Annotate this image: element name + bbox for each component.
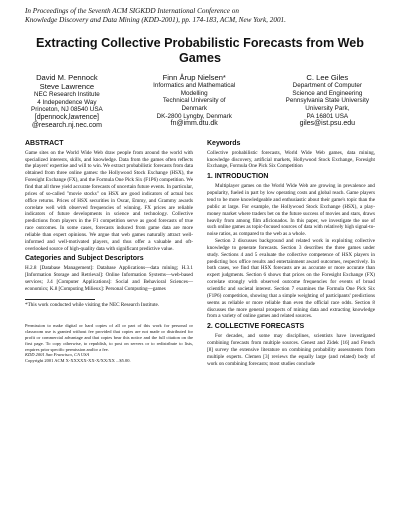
section2-paragraph-1: For decades, and some may disciplines, scientists have investigated combining forecasts from multiple sources. Genest and Zidek [16] and French [8] survey the extensive literature on combining probability assessments from multiple experts. Clemen [3] reviews the equally large (and related) body of work on combining forecasts; most studies conclude [207,333,375,367]
footnote-text: *This work conducted while visiting the NEC Research Institute. [25,301,160,308]
two-column-body [25,137,375,368]
author-name: Finn Årup Nielsen* [162,73,226,83]
author-name: David M. Pennock [36,73,98,83]
author-3 [286,73,369,131]
author-affiliation: Informatics and Mathematical [153,82,236,90]
author-affiliation: Technical University of [162,97,226,105]
author-affiliation: Department of Computer [292,82,362,90]
author-affiliation: Pennsylvania State University [285,97,369,105]
author-email: fn@imm.dtu.dk [170,120,218,128]
author-1 [31,73,103,131]
author-affiliation: 4 Independence Way [37,98,97,106]
paper-title [25,36,375,66]
permission-block [25,323,193,364]
venue-text: KDD 2001 San Francisco, CA USA [25,352,90,358]
author-email: giles@ist.psu.edu [299,120,355,128]
author-2 [153,73,235,131]
footnote-rule [25,299,95,300]
abstract-text: Game sites on the World Wide Web draw people from around the world with specialized interests, skills, and knowledge. Data from the games often reflects the players' expertise and will to win. We extract probabilistic forecasts from data obtained from three online games: the Hollywood Stock Exchange (HSX), the Foresight Exchange (FX), and the Formula One Pick Six (F1P6) competition. We find that all three yield accurate forecasts of uncertain future events. In particular, prices of so-called "movie stocks" on HSX are good indicators of actual box office returns. Prices of HSX securities in Oscar, Emmy, and Grammy awards correlate well with observed frequencies of winning. FX prices are reliable indicators of future developments in science and technology. Collective predictions from players in the F1 competition serve as good forecasts of true race outcomes. In some cases, forecasts induced from game data are more reliable than expert opinions. We argue that web games naturally attract well-informed and well-motivated players, and thus offer a valuable and oft-overlooked source of high-quality data with significant predictive value. [25,149,193,252]
keywords-heading: Keywords [207,139,241,147]
author-affiliation: PA 16801 USA [306,112,349,120]
intro-heading: 1. INTRODUCTION [207,173,269,181]
intro-paragraph-1: Multiplayer games on the World Wide Web are growing in prevalence and popularity, fueled in part by low operating costs and global reach. Game players tend to be more knowledgeable and enthusiastic about their game's topic than the public at large. For example, the Hollywood Stock Exchange (HSX), a play-money market where traders bet on the future success of movies and stars, draws heavily from among film aficionados. In this paper, we investigate the use of such online games as topic-focused sources of data with relatively high signal-to-noise ratios, as compared to the web as a whole. [207,183,375,238]
author-affiliation: NEC Research Institute [33,91,100,99]
author-affiliation: Modelling [180,89,208,97]
author-name: C. Lee Giles [306,73,349,83]
left-column [25,137,193,368]
author-email: [dpennock,lawrence] [34,113,99,121]
author-affiliation: Science and Engineering [292,89,363,97]
title-line-1: Extracting Collective Probabilistic Forecasts from Web [36,36,364,51]
header-line-2: Knowledge Discovery and Data Mining (KDD-2001), pp. 174-183, ACM, New York, 2001. [25,15,286,24]
author-email: @research.nj.nec.com [31,122,102,130]
author-affiliation: Denmark [181,104,207,112]
categories-text: H.2.8 [Database Management]: Database Applications—data mining; H.3.1 [Information Storage and Retrieval]: Online Information Systems—web-based services; J.4 [Computer Applications]: Social and Behavioral Sciences—economics; K.8 [Computing Milieux]: Personal Computing—games [25,265,193,292]
author-affiliation: University Park, [305,104,350,112]
title-line-2: Games [178,51,221,66]
author-block [25,73,375,131]
intro-paragraph-2: Section 2 discusses background and related work in exploiting collective knowledge to generate forecasts. Section 3 describes the three games under study. Sections 4 and 5 evaluate the collective competence of HSX players in predicting box office results and entertainment award outcomes, respectively. In both cases, we find that HSX forecasts are as accurate or more accurate than expert judgments. Section 6 shows that prices on the Foresight Exchange (FX) correlate strongly with observed outcome frequencies for events of broad scientific and societal interest. Section 7 examines the Formula One Pick Six (F1P6) competition, showing that a simple weighting of participants' predictions seems as reliable or more reliable than even the official race odds. Section 8 discusses the more general prospects of mining data and extracting knowledge from a variety of online games and related sources. [207,238,375,320]
copyright-text: Copyright 2001 ACM X-XXXXX-XX-X/XX/XX ...$5.00. [25,358,131,364]
permission-text: Permission to make digital or hard copies of all or part of this work for personal or classroom use is granted without fee provided that copies are not made or distributed for profit or commercial advantage and that copies bear this notice and the full citation on the first page. To copy otherwise, to republish, to post on servers or to redistribute to lists, requires prior specific permission and/or a fee. [25,323,193,352]
keywords-text: Collective probabilistic forecasts, World Wide Web games, data mining, knowledge discovery, artificial markets, Hollywood Stock Exchange, Foresight Exchange, Formula One Pick Six Competition [207,149,375,170]
author-name: Steve Lawrence [39,82,95,92]
abstract-heading: ABSTRACT [25,139,64,147]
header-line-1: In Proceedings of the Seventh ACM SIGKDD International Conference on [25,7,239,15]
author-affiliation: Princeton, NJ 08540 USA [31,106,103,114]
footnote [25,299,193,309]
author-affiliation: DK-2800 Lyngby, Denmark [156,112,232,120]
section2-heading: 2. COLLECTIVE FORECASTS [207,323,305,331]
right-column [207,137,375,368]
proceedings-header [25,7,375,24]
categories-heading: Categories and Subject Descriptors [25,255,144,263]
